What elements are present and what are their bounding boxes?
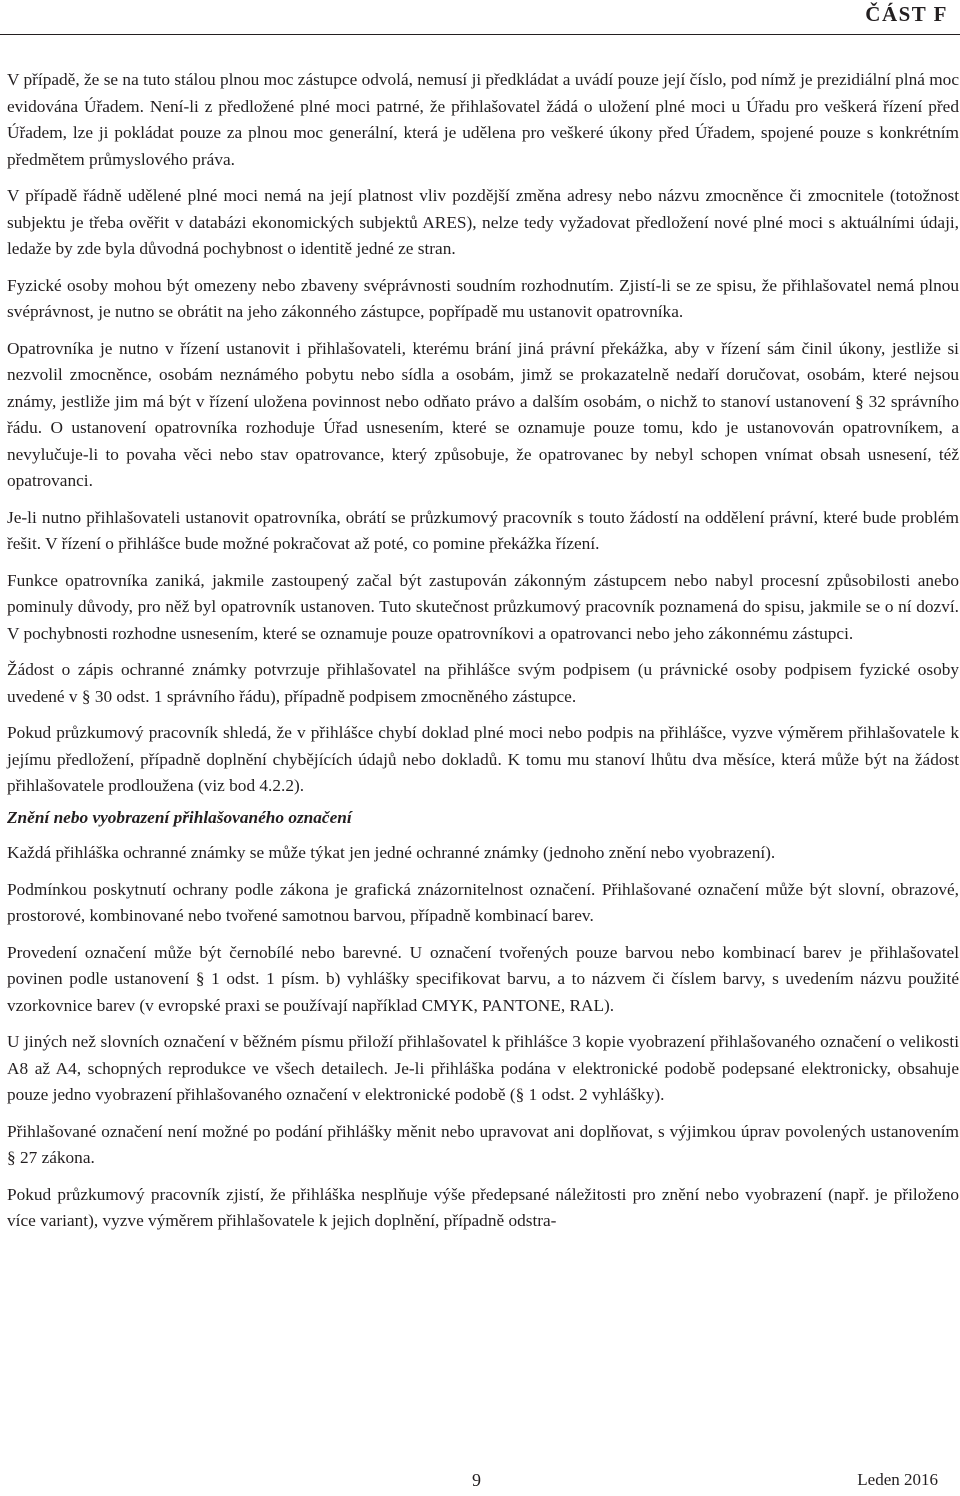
paragraph: Funkce opatrovníka zaniká, jakmile zastoupený začal být zastupován zákonným zástupcem nebo nabyl procesní způsobilosti anebo pominuly důvody, pro něž byl opatrovník ustanoven. Tuto skutečnost průzkumový pracovník poznamená do spisu, jakmile se o ní dozví. V pochybnosti rozhodne usnesením, které se oznamuje pouze opatrovníkovi a opatrovanci nebo jeho zákonnému zástupci. <box>7 570 959 643</box>
section-heading: Znění nebo vyobrazení přihlašovaného označení <box>7 807 352 827</box>
header-divider <box>0 34 960 35</box>
paragraph: Provedení označení může být černobílé nebo barevné. U označení tvořených pouze barvou nebo kombinací barev je přihlašovatel povinen podle ustanovení § 1 odst. 1 písm. b) vyhlášky specifikovat barvu, a to názvem či číslem barvy, s uvedením názvu použité vzorkovnice barev (v evropské praxi se používají například CMYK, PANTONE, RAL). <box>7 942 959 1015</box>
part-label: ČÁST F <box>865 2 948 26</box>
paragraph: Přihlašované označení není možné po podání přihlášky měnit nebo upravovat ani doplňovat, s výjimkou úprav povolených ustanovením § 27 zákona. <box>7 1121 959 1167</box>
paragraph: Je-li nutno přihlašovateli ustanovit opatrovníka, obrátí se průzkumový pracovník s touto žádostí na oddělení právní, které bude problém řešit. V řízení o přihlášce bude možné pokračovat až poté, co pomine překážka řízení. <box>7 507 959 553</box>
paragraph: Fyzické osoby mohou být omezeny nebo zbaveny svéprávnosti soudním rozhodnutím. Zjistí-li se ze spisu, že přihlašovatel nemá plnou svéprávnost, je nutno se obrátit na jeho zákonného zástupce, popřípadě mu ustanovit opatrovníka. <box>7 275 959 321</box>
paragraph: Pokud průzkumový pracovník shledá, že v přihlášce chybí doklad plné moci nebo podpis na přihlášce, vyzve výměrem přihlašovatele k jejímu předložení, případně doplnění chybějících údajů nebo dokladů. K tomu mu stanoví lhůtu dva měsíce, která může být na žádost přihlašovatele prodloužena (viz bod 4.2.2). <box>7 723 959 795</box>
main-content <box>7 67 959 1245</box>
footer-date: Leden 2016 <box>857 1470 938 1489</box>
paragraph: Žádost o zápis ochranné známky potvrzuje přihlašovatel na přihlášce svým podpisem (u právnické osoby podpisem fyzické osoby uvedené v § 30 odst. 1 správního řádu), případně podpisem zmocněného zástupce. <box>7 660 959 706</box>
page-number: 9 <box>472 1470 481 1490</box>
paragraph: V případě, že se na tuto stálou plnou moc zástupce odvolá, nemusí ji předkládat a uvádí pouze její číslo, pod nímž je prezidiální plná moc evidována Úřadem. Není-li z předložené plné moci patrné, že přihlašovatel žádá o uložení plné moci u Úřadu pro veškerá řízení před Úřadem, lze ji pokládat pouze za plnou moc generální, která je udělena pro veškeré úkony před Úřadem, spojené pouze s konkrétním předmětem průmyslového práva. <box>7 70 959 169</box>
paragraph: Pokud průzkumový pracovník zjistí, že přihláška nesplňuje výše předepsané náležitosti pro znění nebo vyobrazení (např. je přiloženo více variant), vyzve výměrem přihlašovatele k jejich doplnění, případně odstra- <box>7 1184 959 1230</box>
paragraph: Podmínkou poskytnutí ochrany podle zákona je grafická znázornitelnost označení. Přihlašované označení může být slovní, obrazové, prostorové, kombinované nebo tvořené samotnou barvou, případně kombinací barev. <box>7 879 959 925</box>
paragraph: U jiných než slovních označení v běžném písmu přiloží přihlašovatel k přihlášce 3 kopie vyobrazení přihlašovaného označení o velikosti A8 až A4, schopných reprodukce ve všech detailech. Je-li přihláška podána v elektronické podobě podepsané elektronicky, obsahuje pouze jedno vyobrazení přihlašovaného označení v elektronické podobě (§ 1 odst. 2 vyhlášky). <box>7 1032 959 1104</box>
paragraph: V případě řádně udělené plné moci nemá na její platnost vliv pozdější změna adresy nebo názvu zmocněnce či zmocnitele (totožnost subjektu je třeba ověřit v databázi ekonomických subjektů ARES), nelze tedy vyžadovat předložení nové plné moci s aktuálními údaji, ledaže by zde byla důvodná pochybnost o identitě jedné ze stran. <box>7 186 959 258</box>
paragraph: Opatrovníka je nutno v řízení ustanovit i přihlašovateli, kterému brání jiná právní překážka, aby v řízení sám činil úkony, jestliže si nezvolil zmocněnce, osobám neznámého pobytu nebo sídla a osobám, jimž se prokazatelně nedaří doručovat, osobám, které nejsou známy, jestliže jim má být v řízení uložena povinnost nebo odňato právo a dalším osobám, o nichž to stanoví ustanovení § 32 správního řádu. O ustanovení opatrovníka rozhoduje Úřad usnesením, které se oznamuje pouze tomu, kdo je ustanovován opatrovníkem, a nevylučuje-li to povaha věci nebo stav opatrovance, který způsobuje, že opatrovanec by nebyl schopen vnímat obsah usnesení, též opatrovanci. <box>7 338 959 490</box>
paragraph: Každá přihláška ochranné známky se může týkat jen jedné ochranné známky (jednoho znění nebo vyobrazení). <box>7 843 776 862</box>
